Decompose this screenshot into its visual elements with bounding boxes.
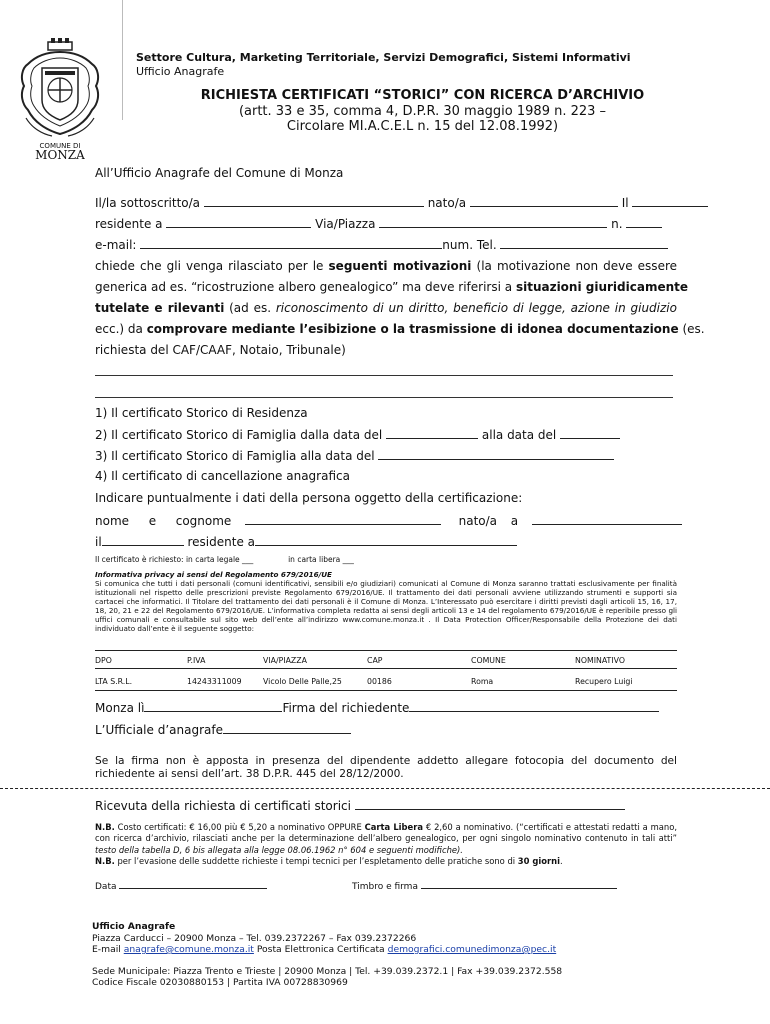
- option-2: [95, 427, 620, 442]
- ufficiale-field[interactable]: [223, 722, 351, 734]
- option-2-from-field[interactable]: [386, 427, 478, 439]
- firma-note: Se la firma non è apposta in presenza del dipendente addetto allegare fotocopia del documento del richiedente ai sensi dell’art. 38 D.P.R. 445 del 28/12/2000.: [95, 755, 677, 780]
- ecc-line: [95, 322, 705, 336]
- td-piva: 14243311009: [187, 677, 242, 686]
- pec-label: Posta Elettronica Certificata: [256, 944, 385, 955]
- table-top-rule: [95, 650, 677, 651]
- tel-field[interactable]: [500, 237, 668, 249]
- nb2-bold: 30 giorni: [517, 856, 560, 866]
- td-nominativo: Recupero Luigi: [575, 677, 633, 686]
- tutelate-bold: tutelate e rilevanti: [95, 301, 225, 315]
- sottoscritto-field[interactable]: [204, 195, 424, 207]
- option-3: [95, 448, 614, 463]
- option-2-to-field[interactable]: [560, 427, 620, 439]
- monza-crest-logo: [18, 38, 102, 160]
- timbro-row: [352, 879, 617, 892]
- footer-sede: Sede Municipale: Piazza Trento e Trieste | 20900 Monza | Tel. +39.039.2372.1 | Fax +39.039.2372.558: [92, 966, 563, 977]
- tutelate-line: [95, 301, 677, 315]
- data-row: [95, 879, 267, 892]
- svg-text:MONZA: MONZA: [35, 148, 85, 160]
- email-link[interactable]: anagrafe@comune.monza.it: [123, 944, 254, 955]
- dpo-table-header: [95, 656, 677, 668]
- td-comune: Roma: [471, 677, 494, 686]
- richiesta-line: richiesta del CAF/CAAF, Notaio, Tribunale): [95, 343, 346, 357]
- email-label-footer: E-mail: [92, 944, 121, 955]
- option-1: 1) Il certificato Storico di Residenza: [95, 406, 308, 420]
- ricevuta-field[interactable]: [355, 798, 625, 810]
- il-label-2: il: [95, 535, 102, 549]
- residente-label: residente a: [95, 217, 163, 231]
- footer-cf: Codice Fiscale 02030880153 | Partita IVA 00728830969: [92, 977, 348, 988]
- ufficiale-row: [95, 722, 351, 737]
- chiede-bold: seguenti motivazioni: [328, 259, 472, 273]
- th-comune: COMUNE: [471, 656, 506, 665]
- svg-text:COMUNE DI: COMUNE DI: [39, 142, 81, 150]
- nato-label: nato/a: [427, 196, 467, 210]
- data-field[interactable]: [119, 879, 267, 889]
- cognome-field[interactable]: [245, 513, 441, 525]
- dpo-table-row: [95, 677, 677, 689]
- title-legal-ref-2: Circolare MI.A.C.E.L n. 15 del 12.08.1992): [286, 119, 559, 134]
- nb-tempi: N.B. per l’evasione delle suddette richieste i tempi tecnici per l’espletamento delle pratiche sono di 30 giorni.: [95, 856, 563, 866]
- nb-costo: [95, 822, 677, 856]
- firma-label: Firma del richiedente: [282, 701, 410, 715]
- footer-contacts: [92, 944, 556, 956]
- th-via: VIA/PIAZZA: [263, 656, 307, 665]
- generica-line: [95, 280, 689, 294]
- page-title: RICHIESTA CERTIFICATI “STORICI” CON RICERCA D’ARCHIVIO: [200, 88, 645, 103]
- ufficiale-label: L’Ufficiale d’anagrafe: [95, 723, 223, 737]
- e-label: e: [148, 514, 157, 528]
- tel-label: num. Tel.: [442, 238, 497, 252]
- nb2-label: N.B.: [95, 856, 115, 866]
- header-divider: [122, 0, 123, 120]
- email-field[interactable]: [140, 237, 442, 249]
- via-field[interactable]: [379, 216, 607, 228]
- via-label: Via/Piazza: [315, 217, 376, 231]
- th-dpo: DPO: [95, 656, 112, 665]
- monza-li-label: Monza lì: [95, 701, 145, 715]
- carta-libera-label: in carta libera ___: [288, 555, 354, 564]
- cut-line: [0, 788, 770, 789]
- generica-bold: situazioni giuridicamente: [515, 280, 689, 294]
- il-label: Il: [621, 196, 629, 210]
- ricevuta-row: [95, 798, 625, 813]
- monza-li-field[interactable]: [144, 700, 282, 712]
- th-piva: P.IVA: [187, 656, 206, 665]
- td-cap: 00186: [367, 677, 392, 686]
- th-nominativo: NOMINATIVO: [575, 656, 625, 665]
- option-4: 4) Il certificato di cancellazione anagrafica: [95, 469, 350, 483]
- footer-office: Ufficio Anagrafe: [92, 921, 176, 932]
- nb1-italic: testo della tabella D, 6 bis allegata alla legge 08.06.1962 n° 604 e seguenti modifiche).: [95, 844, 463, 855]
- privacy-text: Si comunica che tutti i dati personali (comuni identificativi, sensibili e/o giudiziari) comunicati al Comune di Monza saranno trattati esclusivamente per finalità istituzionali nel rispetto delle prescrizioni previste Regolamento 679/2016/UE. Il trattamento dei dati personali avviene utilizzando strumenti e supporti sia cartacei che informatici. Il Titolare del trattamento dei dati personali è il Comune di Monza. L’Interessato può esercitare i diritti previsti dagli articoli 15, 16, 17, 18, 20, 21 e 22 del Regolamento 679/2016/UE. L’informativa completa redatta ai sensi degli articoli 13 e 14 del regolamento 679/2016/UE è reperibile presso gli uffici comunali e consultabile sul sito web dell’ente all’indirizzo www.comune.monza.it . Il Data Protection Officer/Responsabile della Protezione dei dati individuato dall’ente è il seguente soggetto:: [95, 579, 677, 633]
- ecc-text: ecc.) da: [95, 322, 143, 336]
- residente-field-2[interactable]: [255, 534, 517, 546]
- crest-icon: [18, 38, 102, 160]
- nato-label-2: nato/a: [458, 514, 498, 528]
- option-3-field[interactable]: [378, 448, 614, 460]
- chiede-text: chiede che gli venga rilasciato per le: [95, 259, 324, 273]
- firma-field[interactable]: [409, 700, 659, 712]
- nome-label: nome: [95, 514, 130, 528]
- chiede-text-2: (la motivazione non deve essere: [476, 259, 677, 273]
- table-mid-rule: [95, 668, 677, 669]
- residente-row: [95, 216, 662, 231]
- th-cap: CAP: [367, 656, 383, 665]
- office-sector: Settore Cultura, Marketing Territoriale, Servizi Demografici, Sistemi Informativi: [136, 51, 631, 64]
- cognome-label: cognome: [175, 514, 232, 528]
- carta-row: [95, 555, 354, 564]
- generica-text: generica ad es. “ricostruzione albero genealogico” ma deve riferirsi a: [95, 280, 513, 294]
- motivation-line-1[interactable]: [95, 375, 673, 376]
- recipient: All’Ufficio Anagrafe del Comune di Monza: [95, 166, 344, 180]
- footer-address: Piazza Carducci – 20900 Monza – Tel. 039.2372267 – Fax 039.2372266: [92, 933, 417, 944]
- option-3-label: 3) Il certificato Storico di Famiglia alla data del: [95, 449, 375, 463]
- carta-legale-label: Il certificato è richiesto: in carta legale ___: [95, 555, 254, 564]
- ricevuta-label: Ricevuta della richiesta di certificati storici: [95, 799, 351, 813]
- td-dpo: LTA S.R.L.: [95, 677, 133, 686]
- nb1-text: Costo certificati: € 16,00 più € 5,20 a nominativo OPPURE: [117, 822, 362, 832]
- privacy-title: Informativa privacy ai sensi del Regolamento 679/2016/UE: [95, 570, 332, 579]
- ecc-text-2: (es.: [682, 322, 705, 336]
- residente-field[interactable]: [166, 216, 311, 228]
- nato-field[interactable]: [470, 195, 618, 207]
- timbro-label: Timbro e firma: [352, 882, 418, 892]
- email-row: [95, 237, 668, 252]
- indicare-line: Indicare puntualmente i dati della persona oggetto della certificazione:: [95, 491, 523, 505]
- option-2-label: 2) Il certificato Storico di Famiglia dalla data del: [95, 428, 383, 442]
- nato-a-field[interactable]: [532, 513, 682, 525]
- il-residente-row: [95, 534, 517, 549]
- tutelate-text: (ad es.: [229, 301, 272, 315]
- sottoscritto-label: Il/la sottoscritto/a: [95, 196, 201, 210]
- il-field-2[interactable]: [102, 534, 184, 546]
- nb2-text: per l’evasione delle suddette richieste i tempi tecnici per l’espletamento delle pratiche sono di: [117, 856, 516, 866]
- residente-label-2: residente a: [187, 535, 255, 549]
- timbro-field[interactable]: [421, 879, 617, 889]
- sottoscritto-row: [95, 195, 708, 210]
- n-label: n.: [611, 217, 623, 231]
- chiede-line: [95, 259, 677, 273]
- td-via: Vicolo Delle Palle,25: [263, 677, 342, 686]
- il-field[interactable]: [632, 195, 708, 207]
- monza-firma-row: [95, 700, 659, 715]
- nb1-label: N.B.: [95, 822, 115, 832]
- nome-row: [95, 513, 682, 528]
- email-label: e-mail:: [95, 238, 137, 252]
- option-2-to-label: alla data del: [481, 428, 557, 442]
- n-field[interactable]: [626, 216, 662, 228]
- nb1-bold: Carta Libera: [364, 822, 423, 832]
- nb1-text-2: € 2,60 a nominativo. (“certificati e attestati redatti a mano, con ricerca d’archivio, rilasciati anche per la determinazione dell’albero genealogico, per ogni singolo nominativo contenuto in tali atti”: [95, 822, 678, 844]
- ecc-bold: comprovare mediante l’esibizione o la trasmissione di idonea documentazione: [146, 322, 679, 336]
- pec-link[interactable]: demografici.comunedimonza@pec.it: [387, 944, 557, 955]
- data-label: Data: [95, 882, 117, 892]
- a-label: a: [510, 514, 519, 528]
- tutelate-italic: riconoscimento di un diritto, beneficio di legge, azione in giudizio: [275, 301, 677, 315]
- title-legal-ref-1: (artt. 33 e 35, comma 4, D.P.R. 30 maggio 1989 n. 223 –: [238, 104, 607, 119]
- office-name: Ufficio Anagrafe: [136, 65, 225, 78]
- table-bottom-rule: [95, 690, 677, 691]
- motivation-line-2[interactable]: [95, 397, 673, 398]
